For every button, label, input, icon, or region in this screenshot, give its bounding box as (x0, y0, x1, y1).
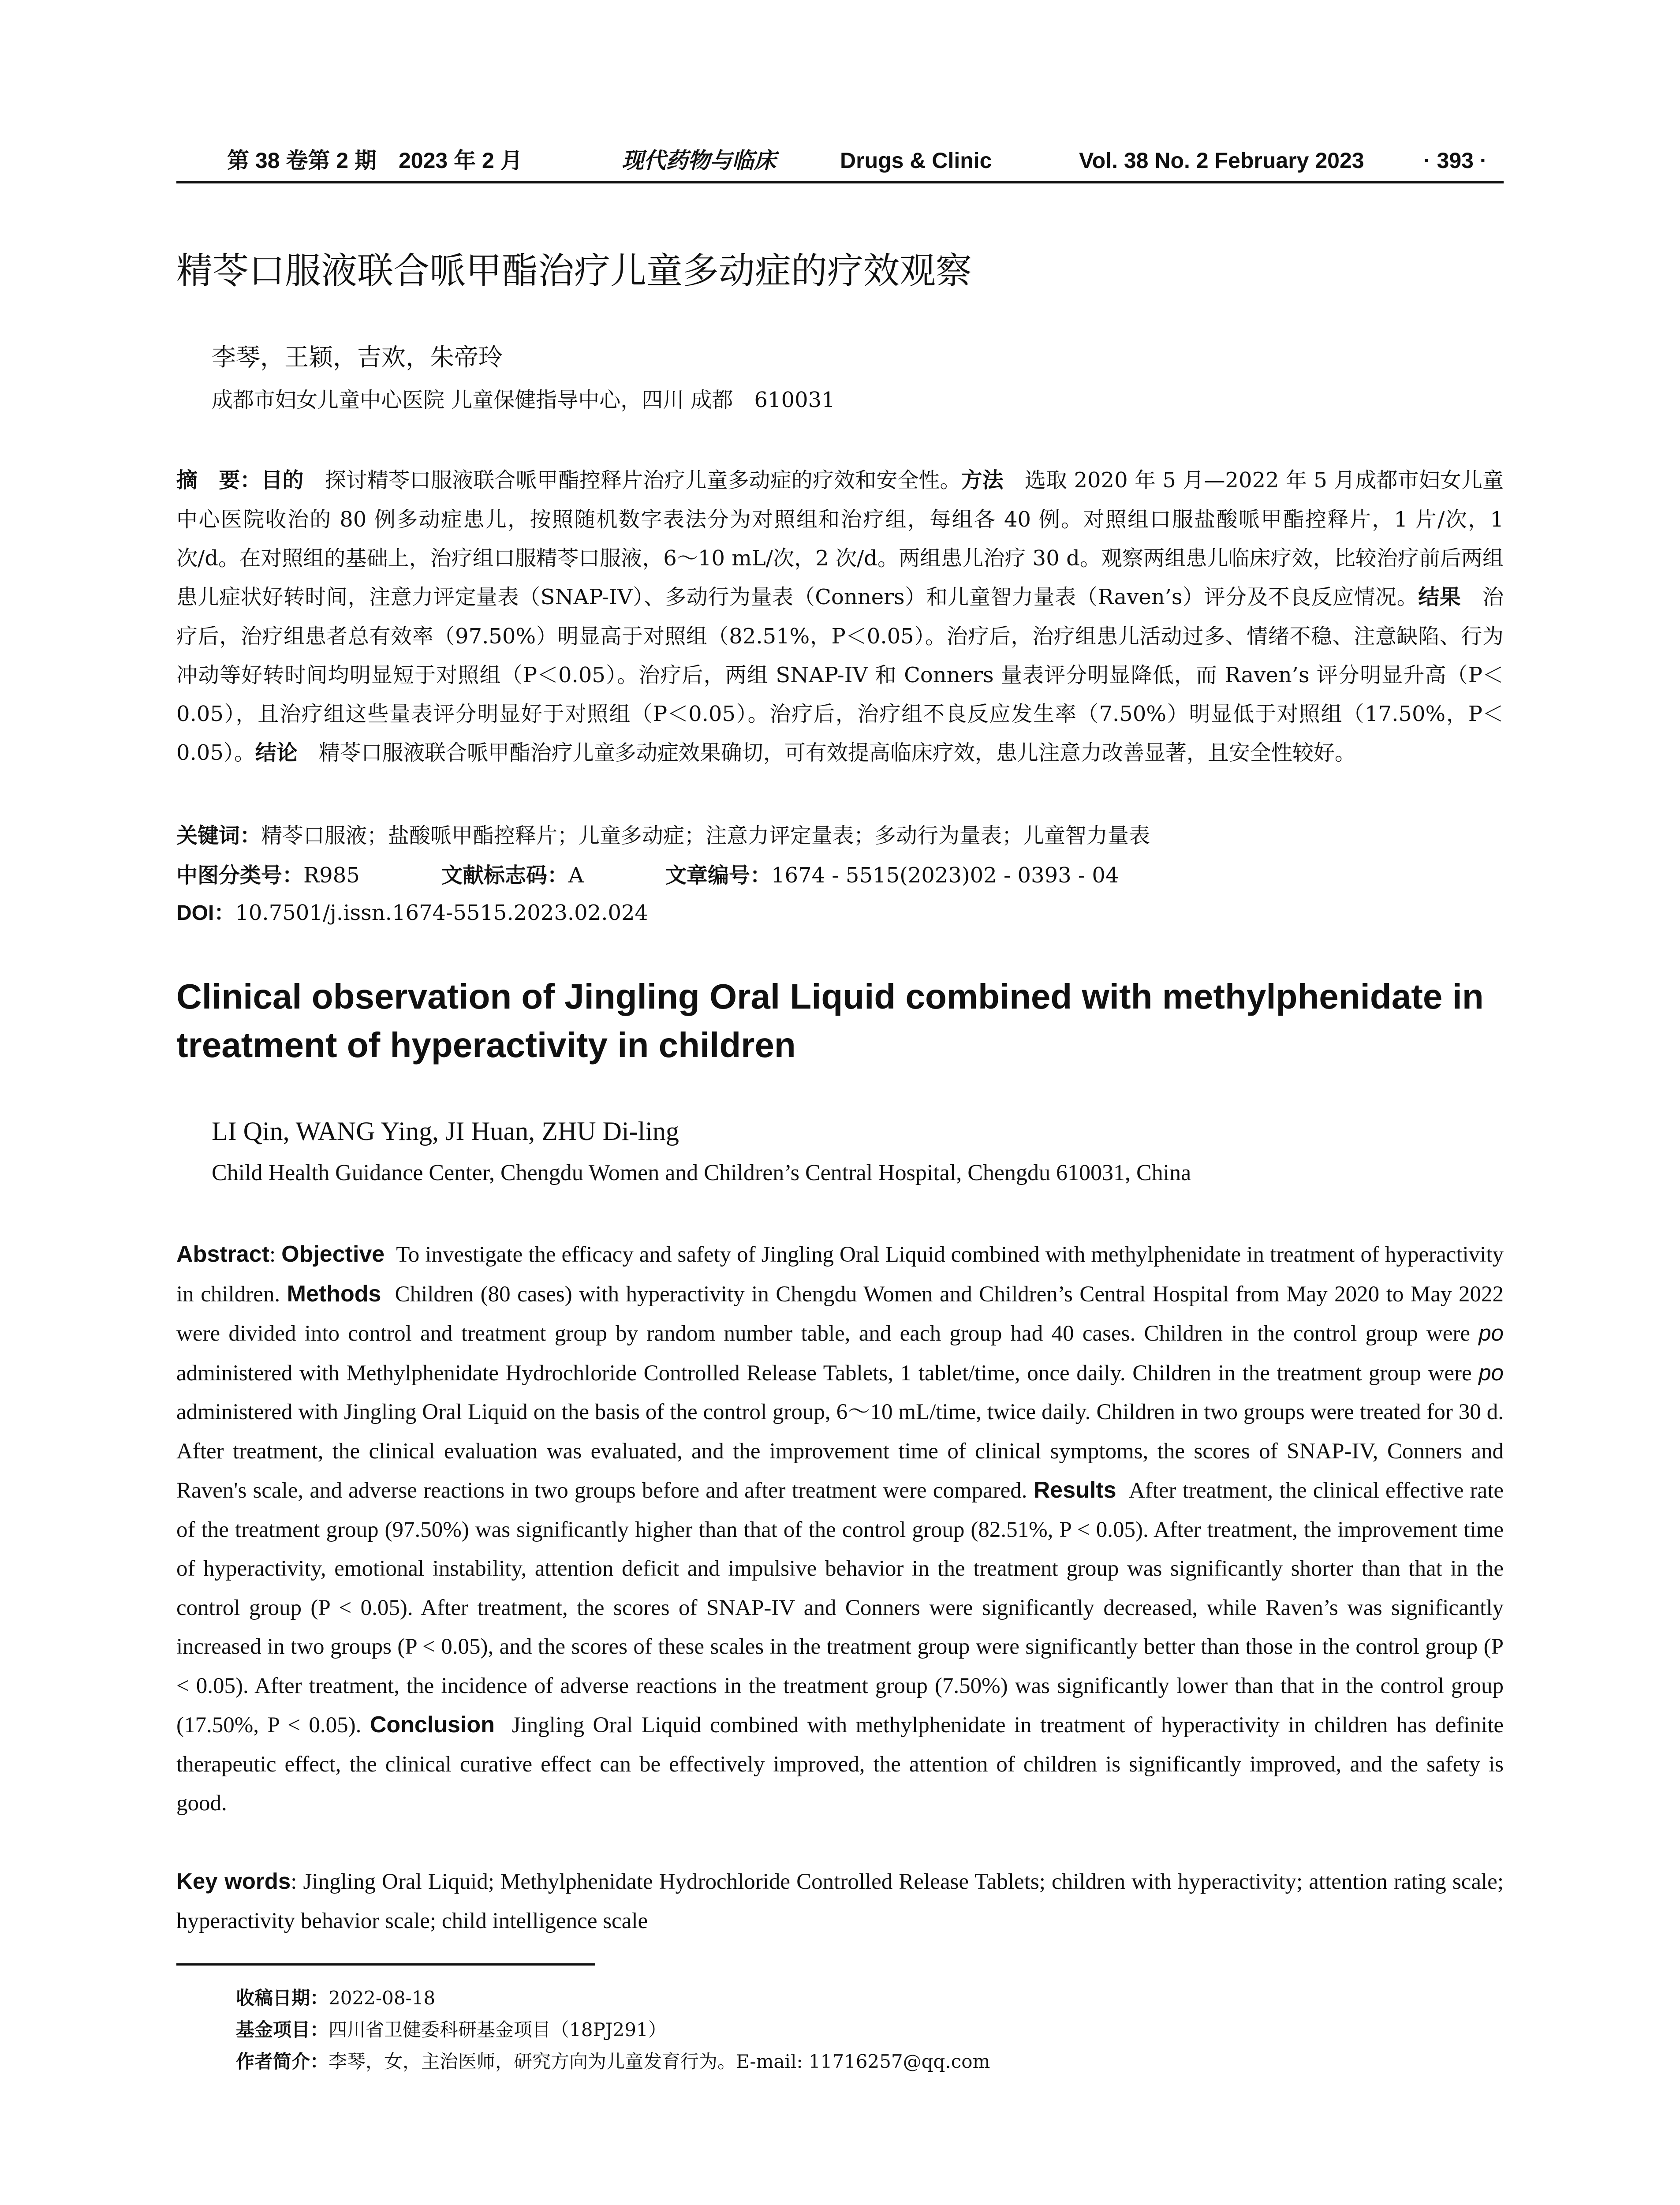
running-header (176, 140, 1504, 183)
doi-line (176, 895, 648, 931)
keywords-en-colon: : (291, 1869, 303, 1894)
authors-cn: 李琴，王颖，吉欢，朱帝玲 (212, 343, 503, 371)
footnote-fund (236, 2014, 990, 2046)
keywords-en (176, 1862, 1504, 1940)
results-en-label: Results (1033, 1477, 1116, 1503)
keywords-en-text: Jingling Oral Liquid; Methylphenidate Hydrochloride Controlled Release Tablets; children with hyperactivity; attention rating scale; hyperactivity behavior scale; child intelligence scale (176, 1869, 1504, 1933)
abstract-en (176, 1235, 1504, 1823)
footnote-divider (176, 1963, 595, 1966)
classification-line (176, 858, 1194, 893)
conclusion-cn-label: 结论 (255, 741, 298, 765)
conclusion-cn-text: 精苓口服液联合哌甲酯治疗儿童多动症效果确切，可有效提高临床疗效，患儿注意力改善显著，且安全性较好。 (318, 740, 1356, 765)
methods-en-text-1: Children (80 cases) with hyperactivity in Chengdu Women and Children’s Central Hospital from May 2020 to May 2022 were divided into control and treatment group by random number table, and each group had 40 cases. Children in the control group were (176, 1282, 1504, 1346)
keywords-cn-text: 精苓口服液；盐酸哌甲酯控释片；儿童多动症；注意力评定量表；多动行为量表；儿童智力量表 (261, 823, 1150, 848)
received-label: 收稿日期： (236, 1988, 329, 2008)
article-no-label: 文章编号： (665, 864, 772, 887)
fund-text: 四川省卫健委科研基金项目（18PJ291） (329, 2019, 667, 2041)
methods-en-label: Methods (287, 1281, 381, 1307)
clc-value: R985 (303, 863, 360, 888)
results-en-text: After treatment, the clinical effective rate of the treatment group (97.50%) was significantly higher than that of the control group (82.51%, P < 0.05). After treatment, the improvement time of hyperactivity, emotional instability, attention deficit and impulsive behavior in the treatment group was significantly shorter than that in the control group (P < 0.05). After treatment, the scores of SNAP-IV and Conners were significantly decreased, while Raven’s was significantly increased in two groups (P < 0.05), and the scores of these scales in the treatment group were significantly better than those in the control group (P < 0.05). After treatment, the incidence of adverse reactions in the treatment group (7.50%) was significantly lower than that in the control group (17.50%, P < 0.05). (176, 1478, 1504, 1738)
methods-cn-text: 选取 2020 年 5 月—2022 年 5 月成都市妇女儿童中心医院收治的 80 例多动症患儿，按照随机数字表法分为对照组和治疗组，每组各 40 例。对照组口服盐酸哌甲酯控释片，1 片/次，1 次/d。在对照组的基础上，治疗组口服精苓口服液，6～10 mL/次，2 次/d。两组患儿治疗 30 d。观察两组患儿临床疗效，比较治疗前后两组患儿症状好转时间，注意力评定量表（SNAP-IV）、多动行为量表（Conners）和儿童智力量表（Raven’s）评分及不良反应情况。 (176, 468, 1504, 609)
doc-code-value: A (568, 863, 584, 888)
author-bio-text: 李琴，女，主治医师，研究方向为儿童发育行为。E-mail: 11716257@qq.com (329, 2051, 990, 2072)
received-date: 2022-08-18 (329, 1987, 436, 2009)
header-volume: Vol. 38 No. 2 February 2023 (1079, 148, 1364, 173)
footnotes (236, 1982, 990, 2078)
author-bio-label: 作者简介： (236, 2051, 329, 2072)
header-journal-en: Drugs & Clinic (840, 148, 992, 173)
keywords-en-label: Key words (176, 1869, 291, 1894)
results-cn-text: 治疗后，治疗组患者总有效率（97.50%）明显高于对照组（82.51%，P＜0.05）。治疗后，治疗组患儿活动过多、情绪不稳、注意缺陷、行为冲动等好转时间均明显短于对照组（P＜0.05）。治疗后，两组 SNAP-IV 和 Conners 量表评分明显降低，而 Raven’s 评分明显升高（P＜0.05），且治疗组这些量表评分明显好于对照组（P＜0.05）。治疗后，治疗组不良反应发生率（7.50%）明显低于对照组（17.50%，P＜0.05）。 (176, 585, 1504, 765)
fund-label: 基金项目： (236, 2019, 329, 2040)
title-en: Clinical observation of Jingling Oral Liquid combined with methylphenidate in treatment of hyperactivity in children (176, 977, 1484, 1065)
doc-code-label: 文献标志码： (441, 864, 569, 887)
article-no-value: 1674 - 5515(2023)02 - 0393 - 04 (771, 863, 1119, 888)
methods-en-text-2: administered with Methylphenidate Hydrochloride Controlled Release Tablets, 1 tablet/time, once daily. Children in the treatment group were (176, 1360, 1472, 1386)
header-issue: 第 38 卷第 2 期 2023 年 2 月 (227, 148, 523, 173)
title-cn: 精苓口服液联合哌甲酯治疗儿童多动症的疗效观察 (176, 250, 972, 292)
abstract-cn (176, 461, 1504, 773)
affiliation-cn: 成都市妇女儿童中心医院 儿童保健指导中心，四川 成都 610031 (212, 388, 835, 412)
doi-label: DOI： (176, 901, 235, 925)
objective-cn-text: 探讨精苓口服液联合哌甲酯控释片治疗儿童多动症的疗效和安全性。 (325, 468, 961, 493)
affiliation-en: Child Health Guidance Center, Chengdu Women and Children’s Central Hospital, Chengdu 610031, China (212, 1160, 1191, 1185)
objective-en-label: Objective (281, 1241, 385, 1267)
authors-en: LI Qin, WANG Ying, JI Huan, ZHU Di-ling (212, 1117, 679, 1146)
abstract-en-label: Abstract (176, 1241, 269, 1267)
footnote-author (236, 2046, 990, 2078)
abstract-en-colon: : (269, 1242, 282, 1267)
abstract-cn-label: 摘 要： (176, 469, 261, 492)
methods-en-text-3: administered with Jingling Oral Liquid on the basis of the control group, 6～10 mL/time, twice daily. Children in two groups were treated for 30 d. After treatment, the clinical evaluation was evaluated, and the improvement time of clinical symptoms, the scores of SNAP-IV, Conners and Raven's scale, and adverse reactions in two groups before and after treatment were compared. (176, 1400, 1504, 1503)
results-cn-label: 结果 (1418, 586, 1461, 609)
keywords-cn (176, 818, 1150, 854)
clc-label: 中图分类号： (176, 864, 304, 887)
conclusion-en-text: Jingling Oral Liquid combined with methylphenidate in treatment of hyperactivity in children has definite therapeutic effect, the clinical curative effect can be effectively improved, the attention of children is significantly improved, and the safety is good. (176, 1713, 1504, 1816)
header-page-number: · 393 · (1423, 148, 1487, 173)
po-term-2: po (1478, 1360, 1504, 1385)
methods-cn-label: 方法 (961, 469, 1004, 492)
conclusion-en-label: Conclusion (370, 1712, 495, 1738)
objective-cn-label: 目的 (261, 469, 304, 492)
header-journal-cn: 现代药物与临床 (622, 147, 776, 173)
objective-en-text: To investigate the efficacy and safety of Jingling Oral Liquid combined with methylphenidate in treatment of hyperactivity in children. (176, 1242, 1504, 1307)
footnote-received (236, 1982, 990, 2014)
doi-link[interactable]: 10.7501/j.issn.1674-5515.2023.02.024 (235, 901, 649, 925)
keywords-cn-label: 关键词： (176, 824, 261, 848)
po-term-1: po (1478, 1320, 1504, 1345)
